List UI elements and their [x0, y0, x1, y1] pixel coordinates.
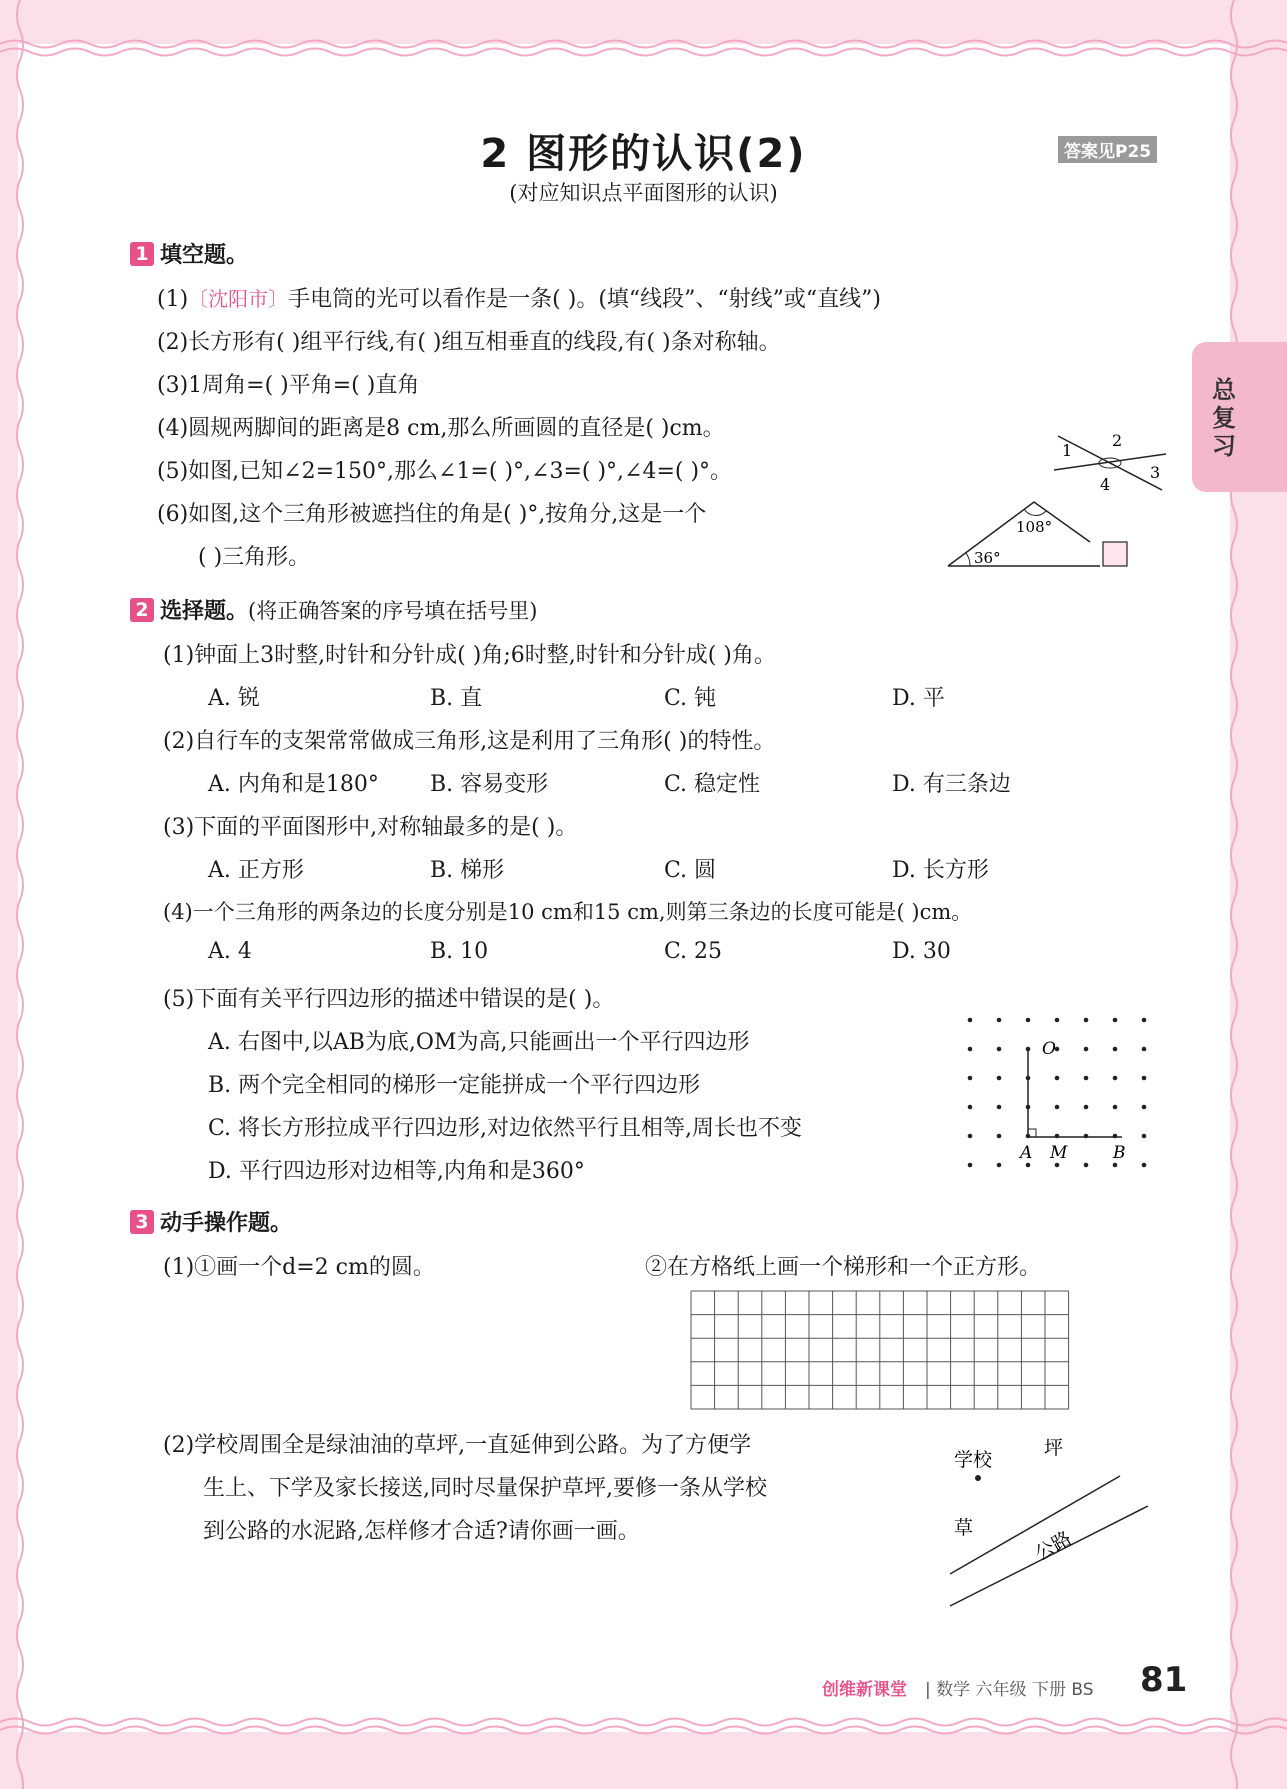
section-2-note: (将正确答案的序号填在括号里): [248, 599, 538, 623]
section-2-heading: [130, 594, 537, 625]
cao-label: 草: [954, 1517, 974, 1539]
angle-108-label: 108°: [1016, 518, 1053, 536]
right-wavy-border: [1222, 0, 1246, 1789]
choice-q4-option-a[interactable]: A. 4: [208, 939, 252, 964]
choice-question-4: (4)一个三角形的两条边的长度分别是10 cm和15 cm,则第三条边的长度可能是( )cm。: [163, 900, 973, 924]
grid-dot: [997, 1163, 1002, 1168]
dot-grid-figure: [960, 1010, 1160, 1180]
choice-q1-option-d[interactable]: D. 平: [892, 686, 945, 711]
choice-q1-option-c[interactable]: C. 钝: [664, 686, 717, 711]
angle-label-2: 2: [1112, 431, 1123, 450]
left-wavy-border: [8, 0, 32, 1789]
section-3-heading: [130, 1206, 292, 1237]
angle-36-label: 36°: [974, 549, 1001, 567]
grid-dot: [1026, 1163, 1031, 1168]
angle-label-1: 1: [1062, 441, 1073, 460]
top-wavy-border: [0, 30, 1287, 90]
choice-q5-option-a[interactable]: A. 右图中,以AB为底,OM为高,只能画出一个平行四边形: [208, 1030, 750, 1055]
square-grid-paper[interactable]: [690, 1290, 1070, 1410]
operation-question-1a: (1)①画一个d=2 cm的圆。: [163, 1255, 435, 1280]
grid-dot: [968, 1105, 973, 1110]
choice-q5-option-d[interactable]: D. 平行四边形对边相等,内角和是360°: [208, 1159, 585, 1184]
grid-dot: [997, 1105, 1002, 1110]
grid-dot: [1113, 1018, 1118, 1023]
choice-q5-option-b[interactable]: B. 两个完全相同的梯形一定能拼成一个平行四边形: [208, 1073, 701, 1098]
angle-label-4: 4: [1100, 475, 1111, 494]
side-tab-label: 总复习: [1212, 376, 1236, 460]
grid-dot: [1113, 1076, 1118, 1081]
grid-dot: [1026, 1018, 1031, 1023]
grid-dot: [1055, 1163, 1060, 1168]
grid-dot: [1142, 1134, 1147, 1139]
grid-dot: [1113, 1105, 1118, 1110]
answer-reference-badge: 答案见P25: [1058, 136, 1157, 163]
grid-dot: [1084, 1163, 1089, 1168]
grid-dot: [1113, 1047, 1118, 1052]
side-tab: [1192, 342, 1287, 492]
grid-dot: [997, 1018, 1002, 1023]
grid-dot: [1084, 1047, 1089, 1052]
fill-question-6-line1: (6)如图,这个三角形被遮挡住的角是( )°,按角分,这是一个: [157, 502, 707, 527]
grid-dot: [968, 1047, 973, 1052]
choice-q2-option-d[interactable]: D. 有三条边: [892, 772, 1011, 797]
grid-dot: [1113, 1163, 1118, 1168]
footer-brand: 创维新课堂: [822, 1680, 907, 1700]
grid-dot: [997, 1134, 1002, 1139]
angle-label-3: 3: [1150, 463, 1161, 482]
grid-dot: [1142, 1047, 1147, 1052]
grid-dot: [1142, 1105, 1147, 1110]
road-label: 公路: [1031, 1527, 1076, 1566]
grid-dot: [1142, 1076, 1147, 1081]
grid-dot: [1084, 1076, 1089, 1081]
choice-q5-option-c[interactable]: C. 将长方形拉成平行四边形,对边依然平行且相等,周长也不变: [208, 1116, 803, 1141]
choice-q4-option-c[interactable]: C. 25: [664, 939, 723, 964]
choice-q4-option-d[interactable]: D. 30: [892, 939, 951, 964]
choice-q3-option-b[interactable]: B. 梯形: [430, 858, 505, 883]
choice-q3-option-d[interactable]: D. 长方形: [892, 858, 989, 883]
operation-question-2-line3: 到公路的水泥路,怎样修才合适?请你画一画。: [203, 1519, 640, 1544]
choice-q3-option-c[interactable]: C. 圆: [664, 858, 717, 883]
fill-question-4: (4)圆规两脚间的距离是8 cm,那么所画圆的直径是( )cm。: [157, 416, 725, 441]
school-road-map[interactable]: [940, 1426, 1160, 1616]
grid-dot: [1055, 1105, 1060, 1110]
bottom-wavy-border: [0, 1700, 1287, 1760]
operation-question-1b: ②在方格纸上画一个梯形和一个正方形。: [645, 1255, 1042, 1280]
fill-q1-number: (1): [157, 287, 189, 312]
footer-info: | 数学 六年级 下册 BS: [925, 1680, 1094, 1700]
choice-question-5: (5)下面有关平行四边形的描述中错误的是( )。: [163, 987, 615, 1012]
point-label-m: M: [1050, 1143, 1068, 1163]
choice-q2-option-c[interactable]: C. 稳定性: [664, 772, 761, 797]
fill-q1-text: 手电筒的光可以看作是一条( )。(填“线段”、“射线”或“直线”): [288, 287, 881, 312]
fill-question-5: (5)如图,已知∠2=150°,那么∠1=( )°,∠3=( )°,∠4=( )°。: [157, 459, 733, 484]
page-number: 81: [1140, 1660, 1188, 1700]
intersecting-lines-figure: [1050, 428, 1170, 498]
section-2-title: 选择题。: [160, 599, 249, 624]
choice-question-3: (3)下面的平面图形中,对称轴最多的是( )。: [163, 815, 578, 840]
grid-dot: [1055, 1076, 1060, 1081]
ping-label: 坪: [1044, 1437, 1064, 1459]
operation-question-2-line2: 生上、下学及家长接送,同时尽量保护草坪,要修一条从学校: [203, 1476, 767, 1501]
operation-question-2-line1: (2)学校周围全是绿油油的草坪,一直延伸到公路。为了方便学: [163, 1433, 752, 1458]
school-point: [975, 1475, 981, 1481]
page-subtitle: (对应知识点平面图形的认识): [509, 181, 778, 205]
school-label: 学校: [954, 1449, 993, 1471]
choice-q1-option-b[interactable]: B. 直: [430, 686, 483, 711]
grid-dot: [1084, 1105, 1089, 1110]
cover-square: [1103, 542, 1127, 566]
section-1-heading: [130, 238, 248, 269]
choice-question-2: (2)自行车的支架常常做成三角形,这是利用了三角形( )的特性。: [163, 729, 776, 754]
choice-q2-option-a[interactable]: A. 内角和是180°: [208, 772, 379, 797]
section-3-number: 3: [130, 1210, 154, 1234]
choice-q1-option-a[interactable]: A. 锐: [208, 686, 260, 711]
choice-q2-option-b[interactable]: B. 容易变形: [430, 772, 549, 797]
grid-dot: [997, 1047, 1002, 1052]
point-label-o: O: [1042, 1039, 1056, 1059]
grid-dot: [1142, 1163, 1147, 1168]
choice-q4-option-b[interactable]: B. 10: [430, 939, 489, 964]
choice-question-1: (1)钟面上3时整,时针和分针成( )角;6时整,时针和分针成( )角。: [163, 643, 776, 668]
point-label-b: B: [1113, 1143, 1126, 1163]
grid-dot: [968, 1076, 973, 1081]
grid-dot: [997, 1076, 1002, 1081]
grid-dot: [968, 1018, 973, 1023]
section-2-number: 2: [130, 598, 154, 622]
fill-question-3: (3)1周角=( )平角=( )直角: [157, 373, 420, 398]
fill-question-1: [157, 282, 881, 313]
choice-q3-option-a[interactable]: A. 正方形: [208, 858, 304, 883]
grid-dot: [1142, 1018, 1147, 1023]
triangle-figure: [940, 498, 1130, 572]
grid-dot: [1084, 1018, 1089, 1023]
section-1-title: 填空题。: [160, 243, 249, 268]
fill-question-6-line2: ( )三角形。: [198, 545, 311, 570]
region-tag: 〔沈阳市〕: [188, 287, 289, 311]
section-1-number: 1: [130, 242, 154, 266]
grid-dot: [1055, 1018, 1060, 1023]
fill-question-2: (2)长方形有( )组平行线,有( )组互相垂直的线段,有( )条对称轴。: [157, 330, 781, 355]
page-title: 2 图形的认识(2): [480, 131, 807, 177]
section-3-title: 动手操作题。: [160, 1211, 293, 1236]
grid-dot: [968, 1134, 973, 1139]
grid-dot: [968, 1163, 973, 1168]
point-label-a: A: [1020, 1143, 1033, 1163]
